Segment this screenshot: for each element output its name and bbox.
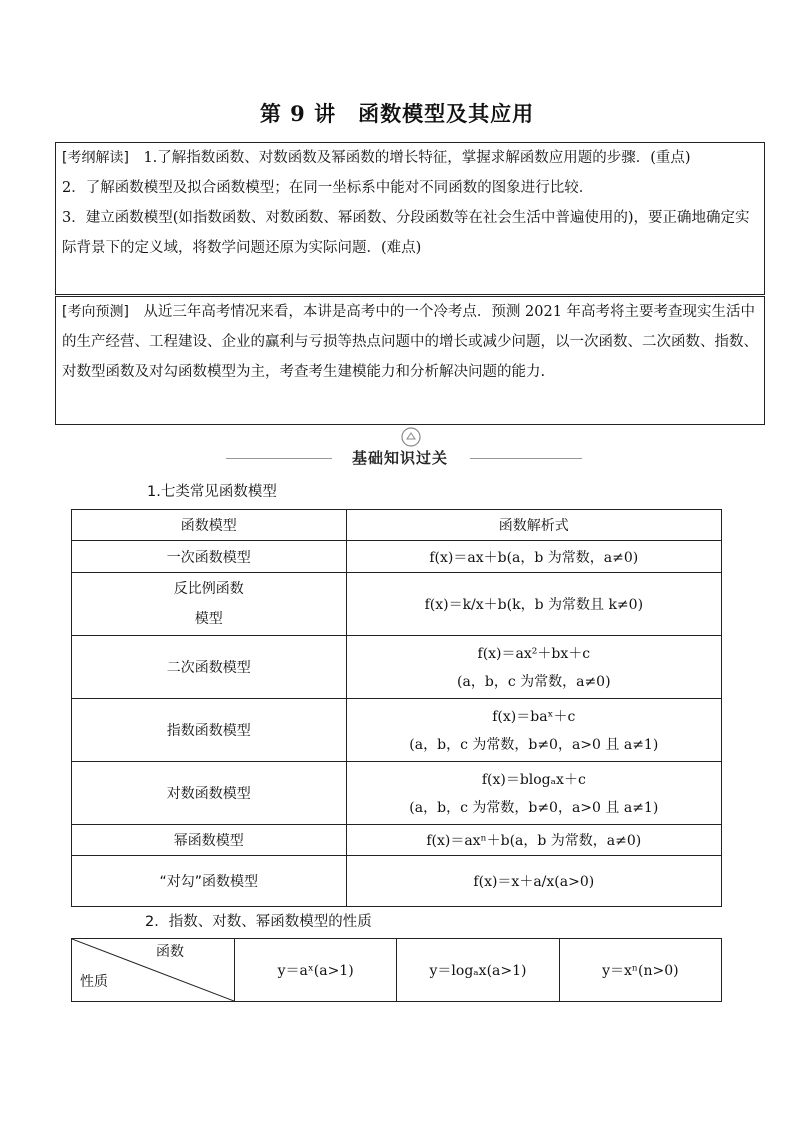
outline-line-1 bbox=[62, 143, 758, 173]
corner-top-label: 函数 bbox=[156, 944, 184, 960]
forecast-tag: [考向预测] bbox=[62, 304, 129, 320]
table-row bbox=[72, 573, 722, 636]
heading-function-models: 1.七类常见函数模型 bbox=[147, 484, 277, 500]
model-cell: 对数函数模型 bbox=[72, 762, 347, 825]
formula-line-2: (a，b，c 为常数，b≠0，a>0 且 a≠1) bbox=[409, 737, 659, 753]
table-row bbox=[72, 762, 722, 825]
section-emblem-icon bbox=[400, 426, 422, 448]
corner-cell bbox=[72, 939, 235, 1002]
model-cell: 幂函数模型 bbox=[72, 825, 347, 856]
column-logarithmic: y＝logₐx(a>1) bbox=[397, 939, 559, 1002]
corner-bottom-label: 性质 bbox=[80, 974, 108, 990]
table-row bbox=[72, 699, 722, 762]
model-cell: 一次函数模型 bbox=[72, 541, 347, 573]
model-cell: 二次函数模型 bbox=[72, 636, 347, 699]
formula-cell bbox=[346, 762, 721, 825]
table-header-row bbox=[72, 939, 722, 1002]
model-cell: 指数函数模型 bbox=[72, 699, 347, 762]
formula-cell bbox=[346, 699, 721, 762]
formula-line-1: f(x)＝baˣ＋c bbox=[492, 709, 576, 725]
divider-line-right bbox=[470, 458, 582, 459]
formula-cell: f(x)＝axⁿ＋b(a，b 为常数，a≠0) bbox=[346, 825, 721, 856]
formula-cell: f(x)＝ax＋b(a，b 为常数，a≠0) bbox=[346, 541, 721, 573]
section-divider bbox=[226, 446, 582, 472]
model-cell bbox=[72, 573, 347, 636]
table-row bbox=[72, 825, 722, 856]
divider-line-left bbox=[226, 458, 332, 459]
header-formula: 函数解析式 bbox=[346, 510, 721, 541]
diagonal-line bbox=[72, 939, 234, 1001]
formula-cell bbox=[346, 636, 721, 699]
model-cell-text: 反比例函数模型 bbox=[173, 581, 244, 627]
page-title: 第 9 讲 函数模型及其应用 bbox=[259, 101, 535, 126]
model-cell: “对勾”函数模型 bbox=[72, 856, 347, 907]
forecast-text: 从近三年高考情况来看，本讲是高考中的一个冷考点．预测 2021 年高考将主要考查现实生活中的生产经营、工程建设、企业的赢利与亏损等热点问题中的增长或减少问题，以一次函数、二次函数、指数、对数型函数及对勾函数模型为主，考查考生建模能力和分析解决问题的能力. bbox=[62, 304, 758, 380]
formula-cell: f(x)＝k/x＋b(k，b 为常数且 k≠0) bbox=[346, 573, 721, 636]
formula-line-1: f(x)＝blogₐx＋c bbox=[481, 772, 586, 788]
exam-forecast-box bbox=[55, 296, 765, 425]
heading-model-properties: 2．指数、对数、幂函数模型的性质 bbox=[145, 914, 372, 930]
diagonal-header bbox=[72, 939, 234, 1001]
table-row bbox=[72, 636, 722, 699]
outline-line-2: 2．了解函数模型及拟合函数模型；在同一坐标系中能对不同函数的图象进行比较． bbox=[62, 180, 594, 196]
header-model: 函数模型 bbox=[72, 510, 347, 541]
outline-tag: [考纲解读] bbox=[62, 150, 129, 166]
section-label: 基础知识过关 bbox=[352, 449, 449, 467]
outline-line-1-text: 1.了解指数函数、对数函数及幂函数的增长特征，掌握求解函数应用题的步骤．(重点) bbox=[143, 150, 691, 166]
exam-outline-box bbox=[55, 142, 765, 295]
function-models-table bbox=[71, 509, 722, 907]
table-row bbox=[72, 856, 722, 907]
formula-line-1: f(x)＝ax²＋bx＋c bbox=[477, 646, 591, 662]
outline-line-3: 3．建立函数模型(如指数函数、对数函数、幂函数、分段函数等在社会生活中普遍使用的)，要正确地确定实际背景下的定义域，将数学问题还原为实际问题．(难点) bbox=[62, 210, 750, 256]
formula-cell: f(x)＝x＋a/x(a>0) bbox=[346, 856, 721, 907]
formula-line-2: (a，b，c 为常数，a≠0) bbox=[457, 674, 611, 690]
column-power: y＝xⁿ(n>0) bbox=[559, 939, 721, 1002]
model-properties-table bbox=[71, 938, 722, 1002]
column-exponential: y＝aˣ(a>1) bbox=[235, 939, 397, 1002]
table-header-row bbox=[72, 510, 722, 541]
formula-line-2: (a，b，c 为常数，b≠0，a>0 且 a≠1) bbox=[409, 800, 659, 816]
table-row bbox=[72, 541, 722, 573]
